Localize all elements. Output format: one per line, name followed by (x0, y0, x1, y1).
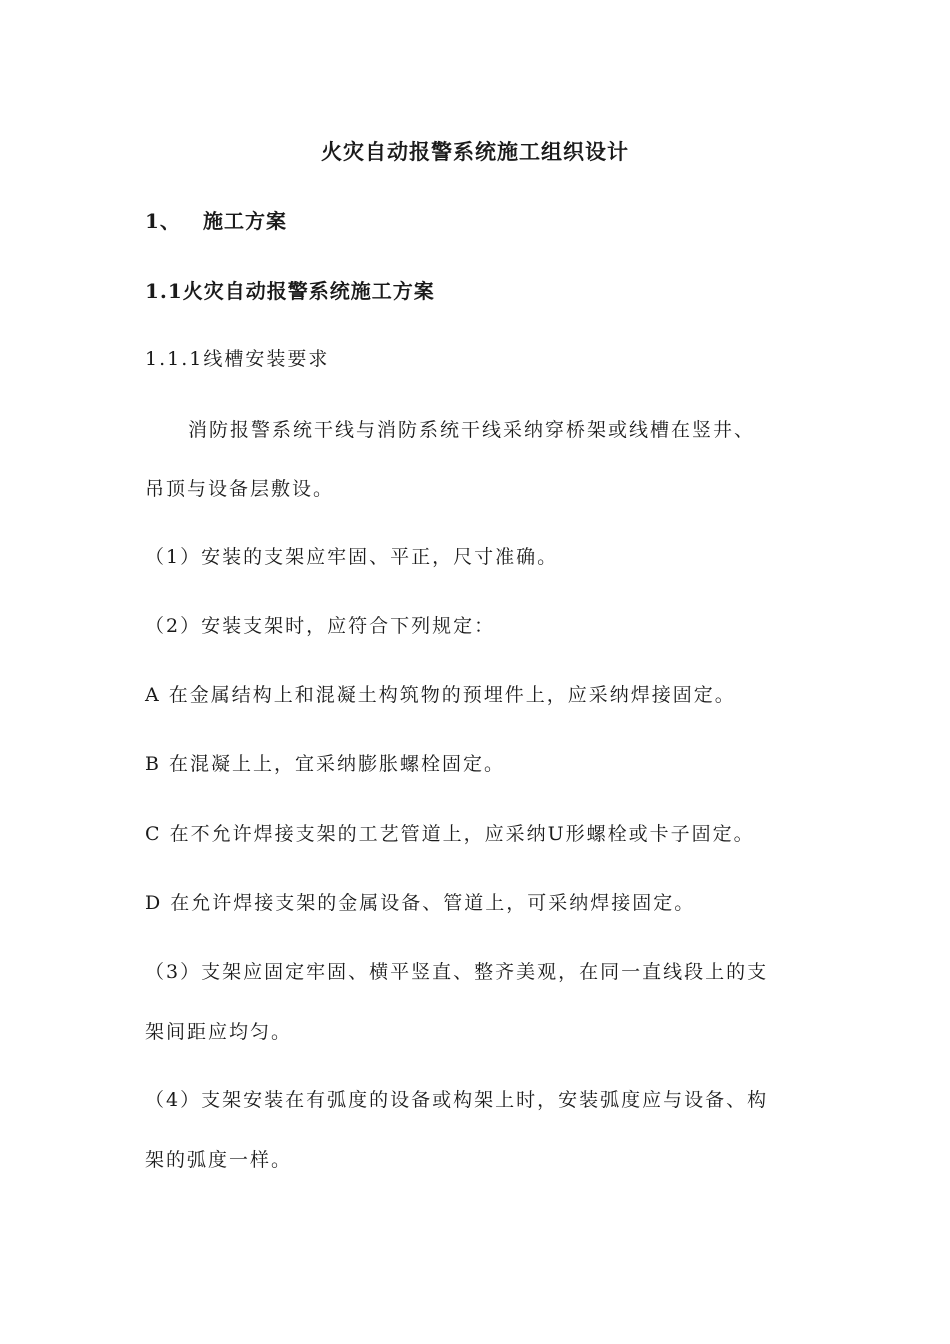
section-title: 施工方案 (203, 209, 287, 233)
list-item-4-continued: 架的弧度一样。 (145, 1149, 293, 1171)
list-item-c: C 在不允许焊接支架的工艺管道上，应采纳U形螺栓或卡子固定。 (145, 823, 755, 845)
section-number: 1、 (145, 209, 181, 233)
list-item-d: D 在允许焊接支架的金属设备、管道上，可采纳焊接固定。 (145, 892, 696, 914)
list-item-4: （4）支架安装在有弧度的设备或构架上时，安装弧度应与设备、构 (145, 1089, 769, 1111)
subsection-heading-1-1: 1.1火灾自动报警系统施工方案 (145, 279, 435, 303)
paragraph-line: 消防报警系统干线与消防系统干线采纳穿桥架或线槽在竖井、 (188, 419, 756, 441)
paragraph-line: 吊顶与设备层敷设。 (145, 478, 335, 500)
section-heading-1 (145, 209, 287, 233)
list-item-3-continued: 架间距应均匀。 (145, 1021, 293, 1043)
list-item-3: （3）支架应固定牢固、横平竖直、整齐美观，在同一直线段上的支 (145, 961, 769, 983)
document-title: 火灾自动报警系统施工组织设计 (321, 139, 629, 164)
list-item-1: （1）安装的支架应牢固、平正，尺寸准确。 (145, 546, 559, 568)
subsubsection-heading-1-1-1: 1.1.1线槽安装要求 (145, 348, 330, 370)
list-item-b: B 在混凝上上，宜采纳膨胀螺栓固定。 (145, 753, 506, 775)
list-item-a: A 在金属结构上和混凝土构筑物的预埋件上，应采纳焊接固定。 (145, 684, 736, 706)
list-item-2: （2）安装支架时，应符合下列规定： (145, 615, 496, 637)
